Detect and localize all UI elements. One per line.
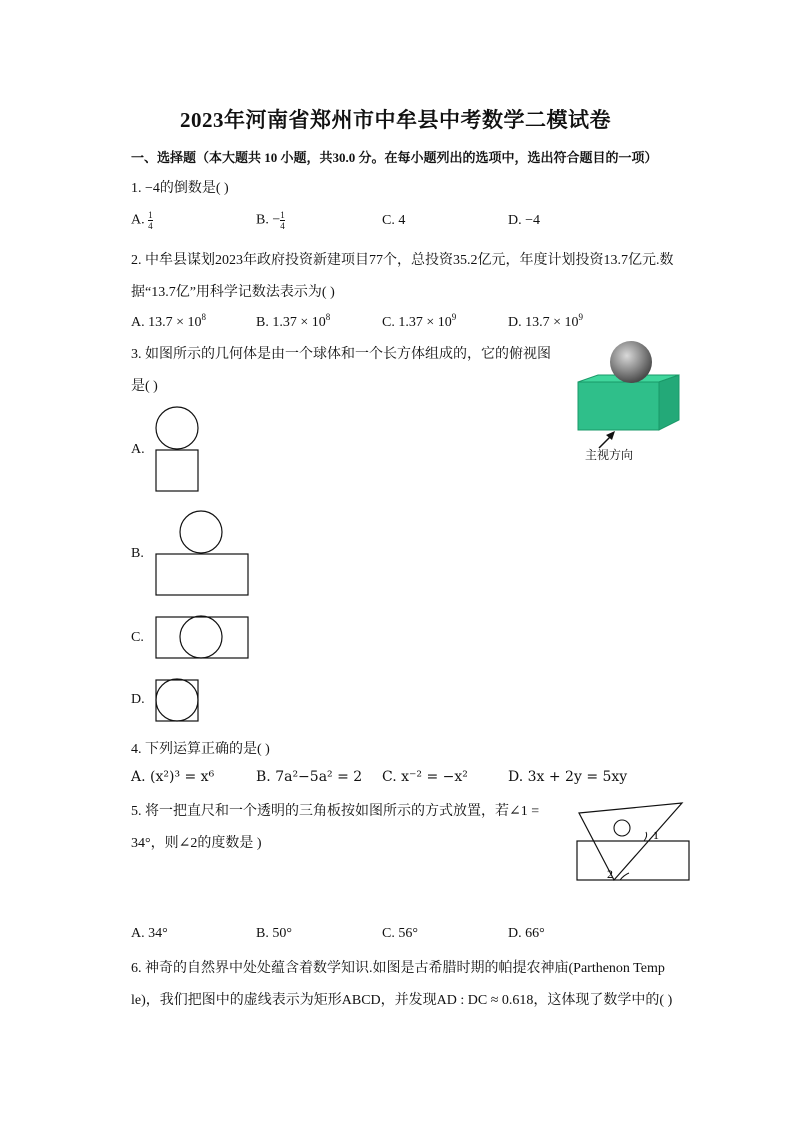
question-1-stem: 1. −4的倒数是( ) xyxy=(131,181,229,196)
box-side-face xyxy=(659,375,679,430)
q3-option-d: D. xyxy=(131,692,145,707)
q1-option-a xyxy=(131,210,153,231)
q4-option-b: B. 7a²−5a² = 2 xyxy=(256,769,363,785)
box-front-face xyxy=(578,382,659,430)
q3-option-d-figure xyxy=(154,678,204,724)
option-label: A. xyxy=(131,212,145,228)
q2-option-b: B. $1.37 \times 10^8$ xyxy=(256,312,331,330)
fraction: $\frac{1}{4}$ xyxy=(148,210,153,231)
q5-option-a: A. 34° xyxy=(131,926,168,941)
q5-option-d: D. 66° xyxy=(508,926,545,941)
sphere xyxy=(610,341,652,383)
q2-option-a: A. $13.7 \times 10^8$ xyxy=(131,312,207,330)
q3-option-b: B. xyxy=(131,546,144,561)
question-5-line-1: 5. 将一把直尺和一个透明的三角板按如图所示的方式放置，若∠1 = xyxy=(131,804,540,819)
q5-ruler-triangle-figure xyxy=(576,802,696,884)
q1-option-b xyxy=(256,210,285,231)
q4-option-a: A. (x²)³ = x⁶ xyxy=(131,769,215,785)
question-2-line-1: 2. 中牟县谋划2023年政府投资新建项目77个，总投资35.2亿元，年度计划投资13.7亿元.数 xyxy=(131,253,674,268)
section-heading: 一、选择题（本大题共 10 小题，共30.0 分。在每小题列出的选项中，选出符合题目的一项） xyxy=(131,150,658,165)
q3-option-a-figure xyxy=(154,406,204,496)
angle-2-label: 2 xyxy=(607,867,613,881)
q3-option-a: A. xyxy=(131,442,145,457)
q3-option-c-figure xyxy=(154,615,254,661)
fraction: $\frac{1}{4}$ xyxy=(280,210,285,231)
triangle-hole xyxy=(614,820,630,836)
question-2-line-2: 据“13.7亿”用科学记数法表示为( ) xyxy=(131,285,335,300)
q2-option-c: C. $1.37 \times 10^9$ xyxy=(382,312,457,330)
option-label: B. xyxy=(256,212,269,228)
q1-option-c: C. 4 xyxy=(382,213,406,228)
angle-1-label: 1 xyxy=(653,828,659,842)
minus-sign: − xyxy=(272,212,281,228)
q5-option-c: C. 56° xyxy=(382,926,418,941)
question-6-line-1: 6. 神奇的自然界中处处蕴含着数学知识.如图是古希腊时期的帕提农神庙(Parthenon Temp xyxy=(131,961,665,976)
q5-option-b: B. 50° xyxy=(256,926,292,941)
page-title: 2023年河南省郑州市中牟县中考数学二模试卷 xyxy=(180,108,611,132)
view-direction-caption: 主视方向 xyxy=(585,448,634,462)
q2-option-d: D. $13.7 \times 10^9$ xyxy=(508,312,584,330)
question-4-stem: 4. 下列运算正确的是( ) xyxy=(131,742,270,757)
ruler xyxy=(577,841,689,880)
angle-2-arc xyxy=(620,873,629,880)
q3-option-c: C. xyxy=(131,630,144,645)
question-6-line-2: le)，我们把图中的虚线表示为矩形ABCD，并发现AD : DC ≈ 0.618，这体现了数学中的( ) xyxy=(131,993,673,1008)
question-3-line-2: 是( ) xyxy=(131,379,158,394)
q3-option-b-figure xyxy=(154,511,254,601)
question-3-line-1: 3. 如图所示的几何体是由一个球体和一个长方体组成的，它的俯视图 xyxy=(131,347,551,362)
q1-option-d: D. −4 xyxy=(508,213,541,228)
angle-1-arc xyxy=(644,832,647,841)
question-5-line-2: 34°，则∠2的度数是 ) xyxy=(131,836,262,851)
q4-option-d: D. 3x + 2y = 5xy xyxy=(508,769,628,785)
q4-option-c: C. x⁻² = −x² xyxy=(382,769,468,785)
